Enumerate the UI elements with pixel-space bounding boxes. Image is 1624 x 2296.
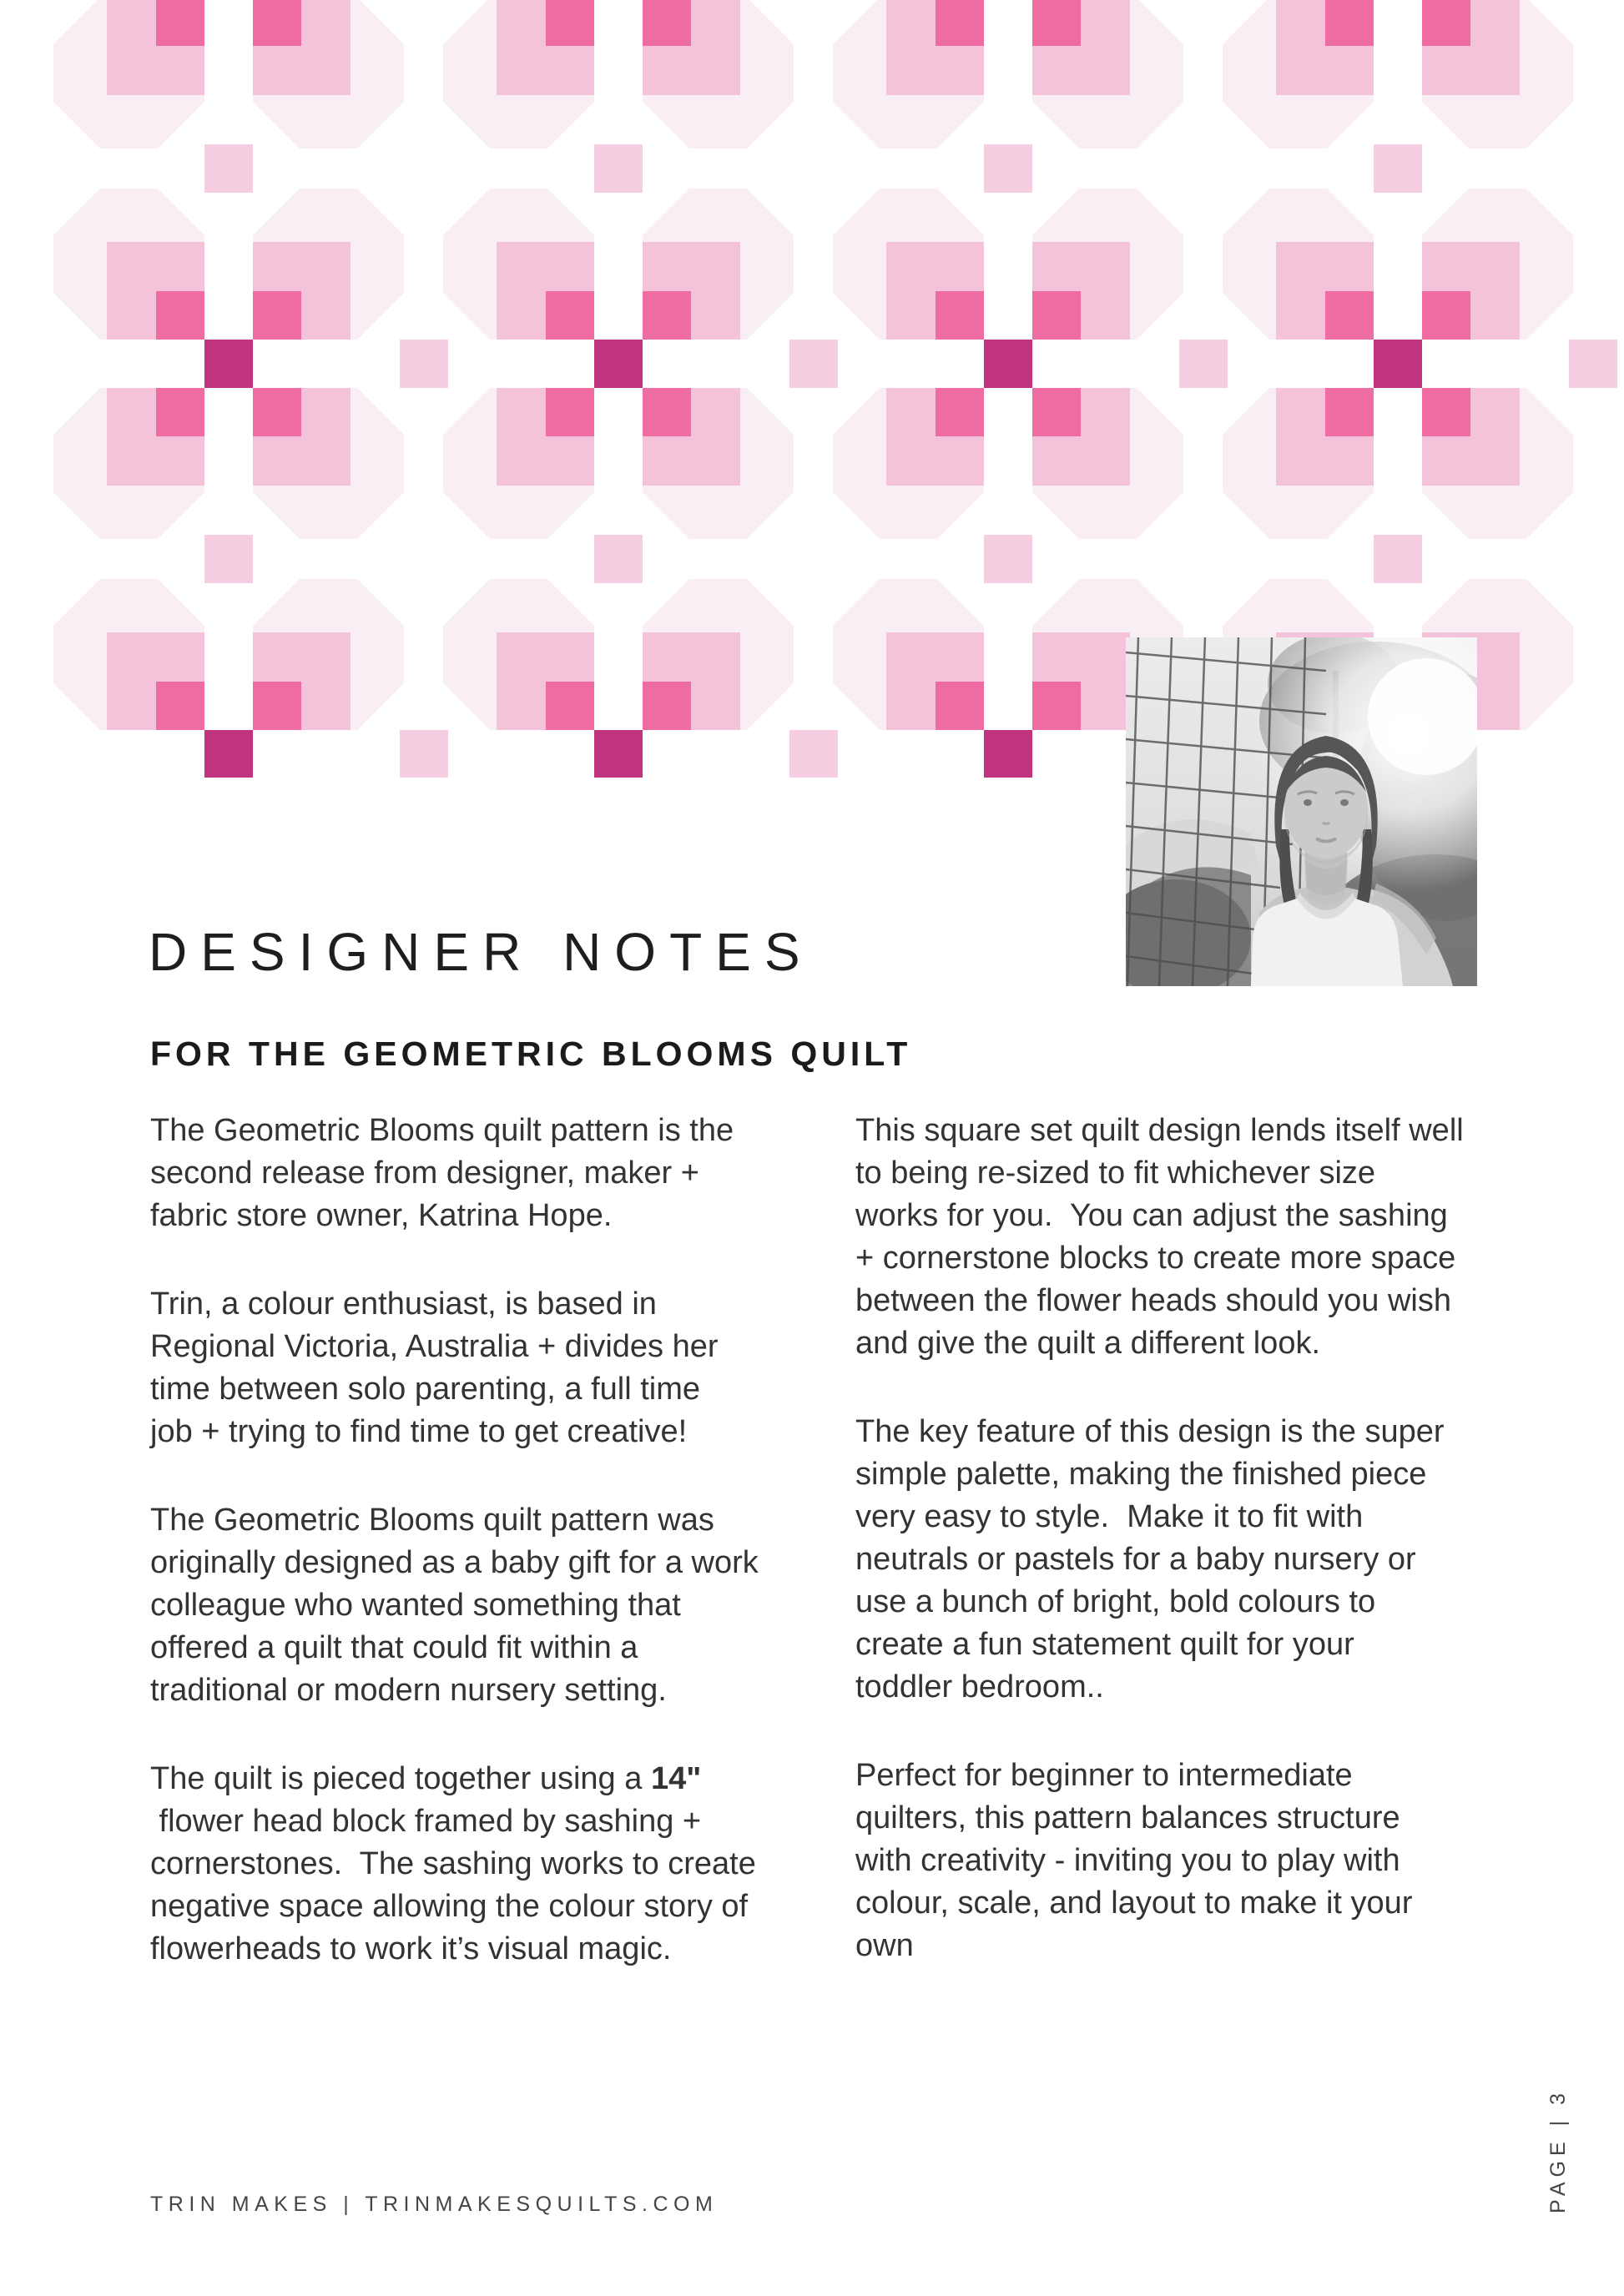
text-line: toddler bedroom.. [855,1669,1104,1704]
left-column [150,1110,835,2017]
text-line: very easy to style. Make it to fit with [855,1499,1364,1534]
text-line: time between solo parenting, a full time [150,1372,701,1407]
text-line: second release from designer, maker + [150,1156,699,1191]
text-line: and give the quilt a different look. [855,1326,1321,1361]
text-line: flower head block framed by sashing + [150,1804,702,1839]
page-subtitle: FOR THE GEOMETRIC BLOOMS QUILT [150,1035,912,1073]
paragraph [855,1755,1565,1967]
text-line: works for you. You can adjust the sashing [855,1198,1448,1233]
designer-photo-image [1126,637,1477,986]
text-line: The key feature of this design is the super [855,1414,1445,1449]
paragraph [855,1110,1565,1365]
text-line: simple palette, making the finished piece [855,1457,1427,1492]
text-line: flowerheads to work it’s visual magic. [150,1931,672,1966]
text-line: The quilt is pieced together using a 14" [150,1761,702,1796]
text-line: The Geometric Blooms quilt pattern was [150,1503,714,1538]
paragraph [150,1110,835,1237]
right-column [855,1110,1565,2013]
text-line: Regional Victoria, Australia + divides her [150,1329,719,1364]
paragraph [150,1758,835,1971]
text-line: traditional or modern nursery setting. [150,1673,667,1708]
text-line: fabric store owner, Katrina Hope. [150,1198,613,1233]
text-line: quilters, this pattern balances structure [855,1800,1400,1835]
text-line: colleague who wanted something that [150,1588,681,1623]
page-title: DESIGNER NOTES [149,922,814,982]
text-line: job + trying to find time to get creative! [150,1414,688,1449]
text-line: own [855,1928,914,1963]
paragraph [150,1499,835,1712]
paragraph [150,1283,835,1453]
text-line: negative space allowing the colour story of [150,1889,749,1924]
text-line: The Geometric Blooms quilt pattern is the [150,1113,734,1148]
text-line: This square set quilt design lends itself well [855,1113,1464,1148]
text-line: with creativity - inviting you to play with [855,1843,1400,1878]
text-line: Perfect for beginner to intermediate [855,1758,1353,1793]
text-line: originally designed as a baby gift for a work [150,1545,759,1580]
text-line: neutrals or pastels for a baby nursery or [855,1542,1416,1577]
text-line: + cornerstone blocks to create more space [855,1241,1456,1276]
text-line: cornerstones. The sashing works to create [150,1846,756,1881]
text-line: Trin, a colour enthusiast, is based in [150,1286,657,1322]
text-line: between the flower heads should you wish [855,1283,1452,1318]
designer-photo [1126,637,1477,986]
text-line: offered a quilt that could fit within a [150,1630,638,1665]
footer-brand: TRIN MAKES | TRINMAKESQUILTS.COM [150,2193,719,2216]
text-line: use a bunch of bright, bold colours to [855,1584,1376,1619]
text-line: colour, scale, and layout to make it your [855,1886,1413,1921]
page-number: PAGE | 3 [1546,2088,1570,2213]
paragraph [855,1411,1565,1709]
text-line: to being re-sized to fit whichever size [855,1156,1376,1191]
text-line: create a fun statement quilt for your [855,1627,1354,1662]
